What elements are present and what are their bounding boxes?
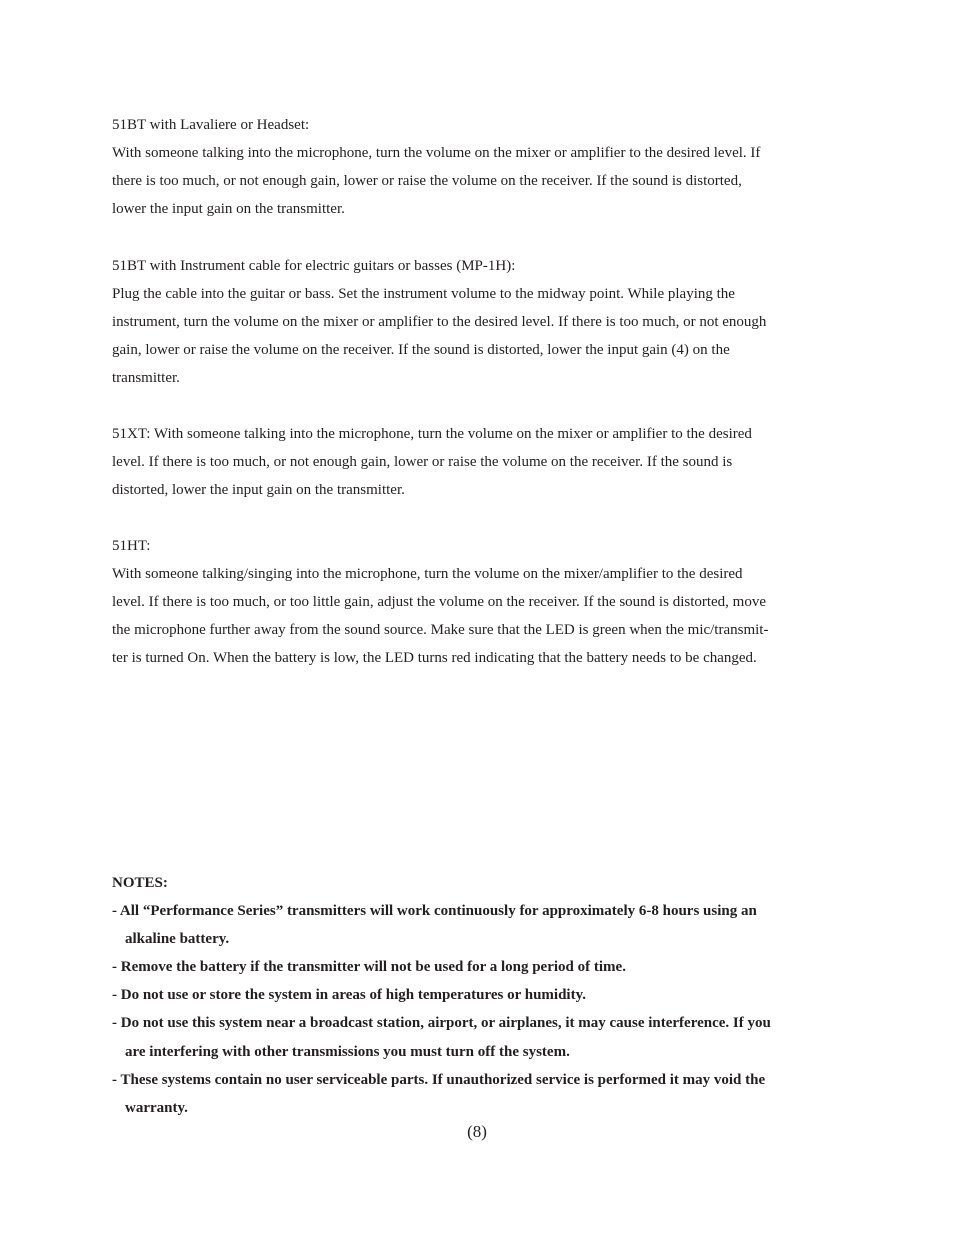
- notes-block: [112, 869, 847, 1122]
- section-line: With someone talking into the microphone, turn the volume on the mixer or amplifier to the desired level. If: [112, 145, 761, 162]
- note-item: [112, 897, 847, 953]
- section-line: gain, lower or raise the volume on the receiver. If the sound is distorted, lower the input gain (4) on the: [112, 342, 730, 359]
- section-heading: 51BT with Lavaliere or Headset:: [112, 117, 310, 133]
- notes-title: NOTES:: [112, 875, 168, 891]
- section-51bt-instrument: [112, 252, 842, 392]
- note-item: [112, 981, 847, 1009]
- note-line: - Do not use this system near a broadcast station, airport, or airplanes, it may cause interference. If you: [112, 1015, 771, 1032]
- section-51xt: [112, 420, 842, 504]
- note-line: - Remove the battery if the transmitter will not be used for a long period of time.: [112, 959, 626, 976]
- note-line: - These systems contain no user serviceable parts. If unauthorized service is performed it may void the: [112, 1071, 766, 1088]
- note-item: [112, 1066, 847, 1122]
- page-number: (8): [467, 1122, 487, 1141]
- section-line: With someone talking/singing into the microphone, turn the volume on the mixer/amplifier to the desired: [112, 566, 743, 583]
- section-line: level. If there is too much, or not enough gain, lower or raise the volume on the receiver. If the sound is: [112, 454, 733, 471]
- note-line: - Do not use or store the system in areas of high temperatures or humidity.: [112, 987, 587, 1004]
- section-line: level. If there is too much, or too little gain, adjust the volume on the receiver. If the sound is distorted, move: [112, 594, 767, 611]
- section-heading: 51BT with Instrument cable for electric guitars or basses (MP-1H):: [112, 258, 516, 274]
- section-line: transmitter.: [112, 370, 180, 387]
- note-item: [112, 953, 847, 981]
- note-line: alkaline battery.: [125, 931, 230, 948]
- note-line: - All “Performance Series” transmitters will work continuously for approximately 6-8 hours using an: [112, 903, 757, 920]
- section-line: the microphone further away from the sound source. Make sure that the LED is green when the mic/transmit-: [112, 622, 769, 639]
- section-line: instrument, turn the volume on the mixer or amplifier to the desired level. If there is too much, or not enough: [112, 314, 767, 331]
- note-item: [112, 1009, 847, 1065]
- section-line: there is too much, or not enough gain, lower or raise the volume on the receiver. If the sound is distorted,: [112, 173, 742, 190]
- section-line: Plug the cable into the guitar or bass. Set the instrument volume to the midway point. While playing the: [112, 286, 735, 303]
- section-line: distorted, lower the input gain on the transmitter.: [112, 482, 405, 499]
- section-line: ter is turned On. When the battery is low, the LED turns red indicating that the battery needs to be changed.: [112, 650, 757, 667]
- section-line: 51XT: With someone talking into the microphone, turn the volume on the mixer or amplifier to the desired: [112, 426, 752, 442]
- section-51ht: [112, 532, 842, 672]
- note-line: are interfering with other transmissions you must turn off the system.: [125, 1043, 570, 1060]
- note-line: warranty.: [125, 1099, 188, 1116]
- section-line: lower the input gain on the transmitter.: [112, 201, 345, 218]
- section-51bt-lavaliere: [112, 111, 842, 223]
- section-heading: 51HT:: [112, 538, 151, 554]
